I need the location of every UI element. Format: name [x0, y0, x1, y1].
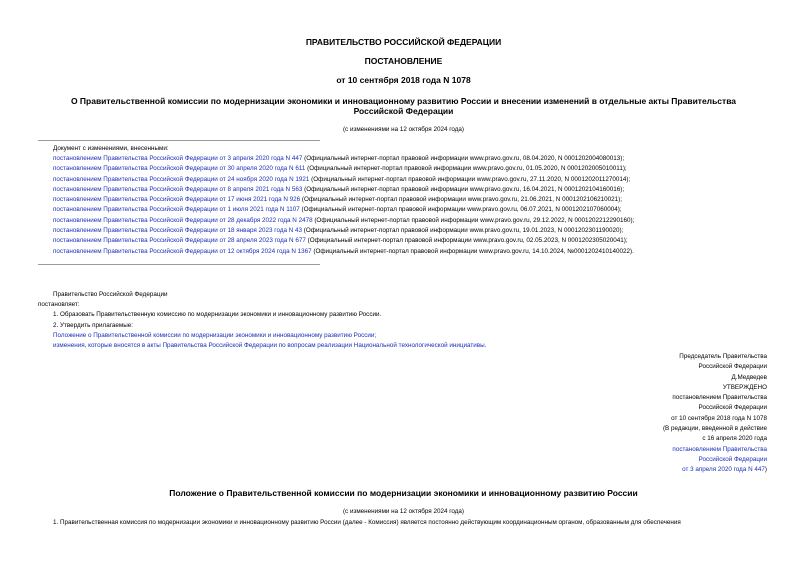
amendment-item [53, 154, 634, 164]
amendment-source: (Официальный интернет-портал правовой информации www.pravo.gov.ru, 08.04.2020, N 0001202004080013); [302, 155, 625, 162]
amendment-link[interactable]: постановлением Правительства Российской Федерации от 18 января 2023 года N 43 [53, 227, 303, 235]
amendment-item [53, 205, 634, 215]
regulation-revision: (с изменениями на 12 октября 2024 года) [342, 508, 465, 515]
amendment-source: (Официальный интернет-портал правовой информации www.pravo.gov.ru, 19.01.2023, N 0001202301190020); [302, 227, 624, 235]
amendments-list [53, 154, 634, 257]
amendment-link[interactable]: постановлением Правительства Российской Федерации от 17 июня 2021 года N 926 [53, 196, 301, 204]
approved-by: постановлением Правительства [672, 394, 767, 402]
approved-label: УТВЕРЖДЕНО [722, 383, 767, 391]
approved-link-date[interactable]: от 3 апреля 2020 года N 447 [682, 466, 765, 474]
signature-position: Председатель Правительства [679, 353, 767, 360]
body-item-2: 2. Утвердить прилагаемые: [53, 322, 133, 329]
approved-country: Российской Федерации [698, 404, 767, 412]
amendment-link[interactable]: постановлением Правительства Российской Федерации от 8 апреля 2021 года N 563 [53, 185, 303, 193]
approved-link-decree[interactable]: постановлением Правительства [672, 445, 767, 453]
decree-title-line-1: О Правительственной комиссии по модернизации экономики и инновационному развитию России и внесении изменений в отдельные акты Правительства [70, 96, 737, 106]
amendment-item [53, 164, 634, 174]
divider-bottom [38, 264, 320, 265]
amendment-link[interactable]: постановлением Правительства Российской Федерации от 28 декабря 2022 года N 2478 [53, 216, 313, 224]
doctype-heading: ПОСТАНОВЛЕНИЕ [364, 56, 443, 66]
amendment-item [53, 216, 634, 226]
amendment-item [53, 175, 634, 185]
amendment-item [53, 236, 634, 246]
decree-date-number: от 10 сентября 2018 года N 1078 [336, 75, 471, 85]
approved-close-paren: ) [764, 466, 767, 474]
amendments-intro: Документ с изменениями, внесенными: [53, 145, 169, 152]
amendment-link[interactable]: постановлением Правительства Российской Федерации от 28 апреля 2023 года N 677 [53, 237, 306, 245]
decree-title-line-2: Российской Федерации [353, 106, 454, 116]
amendment-link[interactable]: постановлением Правительства Российской Федерации от 24 ноября 2020 года N 1921 [53, 175, 310, 183]
amendment-link[interactable]: постановлением Правительства Российской Федерации от 30 апреля 2020 года N 611 [53, 165, 306, 173]
approved-edition-note: (В редакции, введенной в действие [662, 425, 767, 433]
amendment-source: (Официальный интернет-портал правовой информации www.pravo.gov.ru, 01.05.2020, N 0001202005010011); [305, 165, 627, 173]
signature-block [567, 352, 767, 476]
amendment-source: (Официальный интернет-портал правовой информации www.pravo.gov.ru, 06.07.2021, N 0001202107060004); [299, 206, 622, 214]
amendment-item [53, 226, 634, 236]
amendment-source: (Официальный интернет-портал правовой информации www.pravo.gov.ru, 21.06.2021, N 0001202106210021); [300, 196, 622, 204]
amendment-source: (Официальный интернет-портал правовой информации www.pravo.gov.ru, 27.11.2020, N 0001202011270014); [309, 175, 631, 183]
amendment-source: (Официальный интернет-портал правовой информации www.pravo.gov.ru, 29.12.2022, N 0001202212290160); [312, 216, 635, 224]
org-heading: ПРАВИТЕЛЬСТВО РОССИЙСКОЙ ФЕДЕРАЦИИ [305, 37, 502, 47]
signature-country: Российской Федерации [698, 363, 767, 371]
amendment-item [53, 185, 634, 195]
amendment-link[interactable]: постановлением Правительства Российской Федерации от 12 октября 2024 года N 1367 [53, 247, 312, 255]
approved-effective-date: с 16 апреля 2020 года [702, 435, 767, 443]
amendment-item [53, 247, 634, 257]
amendment-source: (Официальный интернет-портал правовой информации www.pravo.gov.ru, 14.10.2024, №0001202410140022). [311, 247, 634, 255]
regulation-paragraph-1: 1. Правительственная комиссия по модернизации экономики и инновационному развитию России (далее - Комиссия) является постоянно действующим координационным органом, образованным для обеспечения [53, 519, 681, 526]
approved-link-country[interactable]: Российской Федерации [698, 455, 767, 463]
signature-name: Д.Медведев [731, 373, 767, 381]
divider-top [38, 140, 320, 141]
amendment-source: (Официальный интернет-портал правовой информации www.pravo.gov.ru, 16.04.2021, N 0001202104160016); [302, 185, 625, 193]
body-government: Правительство Российской Федерации [53, 291, 168, 298]
amendment-link[interactable]: постановлением Правительства Российской Федерации от 1 июля 2021 года N 1107 [53, 206, 300, 214]
amendment-link[interactable]: постановлением Правительства Российской Федерации от 3 апреля 2020 года N 447 [53, 155, 303, 162]
amendment-item [53, 195, 634, 205]
revision-note: (с изменениями на 12 октября 2024 года) [342, 126, 465, 133]
approved-date: от 10 сентября 2018 года N 1078 [671, 414, 767, 422]
amendment-source: (Официальный интернет-портал правовой информации www.pravo.gov.ru, 02.05.2023, N 0001202305020041); [305, 237, 628, 245]
regulation-link[interactable]: Положение о Правительственной комиссии по модернизации экономики и инновационному развитию России; [53, 332, 377, 339]
regulation-title: Положение о Правительственной комиссии по модернизации экономики и инновационному развитию России [169, 488, 638, 498]
changes-link[interactable]: изменения, которые вносятся в акты Правительства Российской Федерации по вопросам реализации Национальной технологической инициативы. [53, 342, 487, 349]
body-item-1: 1. Образовать Правительственную комиссию по модернизации экономики и инновационному развитию России. [53, 311, 382, 318]
body-resolves: постановляет: [38, 301, 80, 308]
